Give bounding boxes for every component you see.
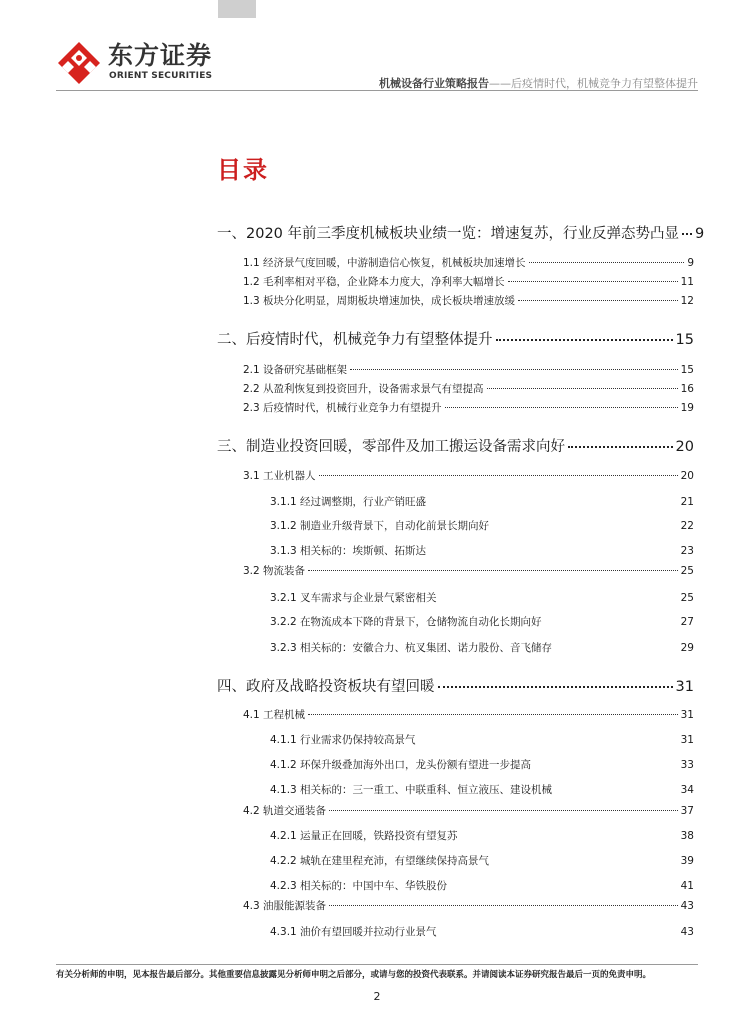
toc-entry-page: 15 (680, 364, 694, 376)
toc-dot-leader (319, 475, 678, 476)
toc-entry-page: 29 (680, 642, 694, 654)
toc-entry-page: 20 (675, 439, 694, 455)
toc-entry-title: 3.1.1 经过调整期，行业产销旺盛 (270, 496, 427, 508)
toc-entry-page: 43 (680, 900, 694, 912)
toc-entry[interactable] (243, 400, 694, 415)
header-divider (56, 90, 698, 91)
toc-entry[interactable] (243, 293, 694, 308)
page-number: 2 (373, 990, 381, 1003)
toc-entry[interactable] (217, 222, 705, 243)
toc-entry-title: 4.1.3 相关标的：三一重工、中联重科、恒立液压、建设机械 (270, 784, 553, 796)
toc-entry[interactable] (270, 924, 694, 939)
toc-entry[interactable] (243, 563, 694, 578)
toc-entry-page: 31 (675, 679, 694, 695)
orient-logo-icon (56, 40, 102, 86)
toc-entry-page: 27 (680, 616, 694, 628)
toc-entry-page: 43 (680, 926, 694, 938)
toc-entry[interactable] (270, 828, 694, 843)
toc-dot-leader (308, 714, 678, 715)
toc-entry-title: 四、政府及战略投资板块有望回暖 (217, 679, 435, 695)
report-header (379, 75, 698, 91)
toc-entry[interactable] (270, 640, 694, 655)
toc-entry[interactable] (217, 675, 694, 696)
toc-entry-title: 1.3 板块分化明显，周期板块增速加快，成长板块增速放缓 (243, 295, 516, 307)
toc-dot-leader (329, 810, 678, 811)
logo-name-cn: 东方证券 (108, 41, 213, 70)
toc-entry-title: 4.3.1 油价有望回暖并拉动行业景气 (270, 926, 437, 938)
toc-entry[interactable] (217, 435, 694, 456)
toc-entry[interactable] (270, 782, 694, 797)
toc-entry-title: 3.1.3 相关标的：埃斯顿、拓斯达 (270, 545, 427, 557)
toc-entry-page: 34 (680, 784, 694, 796)
toc-entry-title: 3.1.2 制造业升级背景下，自动化前景长期向好 (270, 520, 490, 532)
report-type: 机械设备行业策略报告 (379, 77, 489, 90)
toc-entry-page: 41 (680, 880, 694, 892)
toc-dot-leader (350, 369, 678, 370)
toc-entry[interactable] (270, 494, 694, 509)
toc-entry-page: 15 (675, 332, 694, 348)
toc-entry-title: 一、2020 年前三季度机械板块业绩一览：增速复苏，行业反弹态势凸显 (217, 226, 680, 242)
toc-entry-title: 1.2 毛利率相对平稳，企业降本力度大，净利率大幅增长 (243, 276, 505, 288)
toc-dot-leader (438, 686, 673, 688)
toc-dot-leader (682, 233, 692, 235)
top-tab-marker (218, 0, 256, 18)
toc-dot-leader (308, 570, 678, 571)
toc-entry-page: 12 (680, 295, 694, 307)
toc-dot-leader (445, 407, 678, 408)
toc-entry[interactable] (243, 803, 694, 818)
toc-entry-page: 19 (680, 402, 694, 414)
footer-disclaimer: 有关分析师的申明，见本报告最后部分。其他重要信息披露见分析师申明之后部分，或请与您的投资代表联系。并请阅读本证券研究报告最后一页的免责申明。 (56, 970, 652, 980)
toc-entry[interactable] (270, 757, 694, 772)
toc-entry-title: 4.1 工程机械 (243, 709, 306, 721)
toc-entry-page: 22 (680, 520, 694, 532)
toc-entry-title: 4.1.2 环保升级叠加海外出口，龙头份额有望进一步提高 (270, 759, 532, 771)
toc-entry-page: 37 (680, 805, 694, 817)
toc-entry[interactable] (270, 878, 694, 893)
toc-entry-page: 11 (680, 276, 694, 288)
report-subtitle: ——后疫情时代，机械竞争力有望整体提升 (489, 77, 698, 90)
footer-divider (56, 964, 698, 965)
toc-entry[interactable] (243, 468, 694, 483)
toc-entry[interactable] (270, 732, 694, 747)
toc-entry-page: 16 (680, 383, 694, 395)
toc-entry-title: 3.2.3 相关标的：安徽合力、杭叉集团、诺力股份、音飞储存 (270, 642, 553, 654)
toc-entry-page: 39 (680, 855, 694, 867)
toc-entry-title: 3.1 工业机器人 (243, 470, 316, 482)
logo-name-en: ORIENT SECURITIES (109, 71, 213, 81)
toc-entry-page: 20 (680, 470, 694, 482)
toc-dot-leader (508, 281, 678, 282)
toc-dot-leader (329, 905, 678, 906)
toc-entry-page: 23 (680, 545, 694, 557)
toc-entry-page: 9 (695, 226, 705, 242)
toc-entry-page: 21 (680, 496, 694, 508)
toc-entry[interactable] (243, 381, 694, 396)
toc-dot-leader (529, 262, 685, 263)
toc-entry-title: 3.2.2 在物流成本下降的背景下，仓储物流自动化长期向好 (270, 616, 542, 628)
toc-entry-title: 4.2.1 运量正在回暖，铁路投资有望复苏 (270, 830, 458, 842)
toc-entry-page: 33 (680, 759, 694, 771)
toc-dot-leader (487, 388, 678, 389)
toc-title: 目录 (217, 156, 269, 184)
toc-entry-title: 4.2.3 相关标的：中国中车、华铁股份 (270, 880, 448, 892)
toc-entry[interactable] (217, 328, 694, 349)
toc-entry[interactable] (243, 255, 694, 270)
toc-entry-page: 9 (687, 257, 694, 269)
toc-dot-leader (568, 446, 673, 448)
toc-entry-page: 31 (680, 734, 694, 746)
toc-entry-title: 2.2 从盈利恢复到投资回升，设备需求景气有望提高 (243, 383, 484, 395)
toc-entry[interactable] (243, 362, 694, 377)
toc-entry[interactable] (243, 898, 694, 913)
toc-entry-title: 2.3 后疫情时代，机械行业竞争力有望提升 (243, 402, 442, 414)
toc-entry-title: 1.1 经济景气度回暖，中游制造信心恢复，机械板块加速增长 (243, 257, 526, 269)
orient-securities-logo (56, 40, 226, 86)
toc-entry-title: 二、后疫情时代，机械竞争力有望整体提升 (217, 332, 493, 348)
toc-entry-title: 4.2 轨道交通装备 (243, 805, 327, 817)
toc-entry-title: 2.1 设备研究基础框架 (243, 364, 348, 376)
toc-entry-title: 4.1.1 行业需求仍保持较高景气 (270, 734, 416, 746)
toc-entry-title: 三、制造业投资回暖，零部件及加工搬运设备需求向好 (217, 439, 565, 455)
toc-entry[interactable] (270, 590, 694, 605)
toc-entry[interactable] (270, 853, 694, 868)
toc-entry[interactable] (270, 543, 694, 558)
toc-entry-page: 25 (680, 592, 694, 604)
toc-entry-title: 4.3 油服能源装备 (243, 900, 327, 912)
toc-entry-page: 38 (680, 830, 694, 842)
toc-entry-title: 3.2 物流装备 (243, 565, 306, 577)
toc-entry-page: 31 (680, 709, 694, 721)
toc-entry-title: 3.2.1 叉车需求与企业景气紧密相关 (270, 592, 437, 604)
toc-entry[interactable] (270, 518, 694, 533)
toc-dot-leader (518, 300, 678, 301)
toc-dot-leader (496, 339, 673, 341)
toc-entry-page: 25 (680, 565, 694, 577)
toc-entry[interactable] (243, 274, 694, 289)
toc-entry[interactable] (243, 707, 694, 722)
toc-entry-title: 4.2.2 城轨在建里程充沛，有望继续保持高景气 (270, 855, 490, 867)
toc-entry[interactable] (270, 614, 694, 629)
